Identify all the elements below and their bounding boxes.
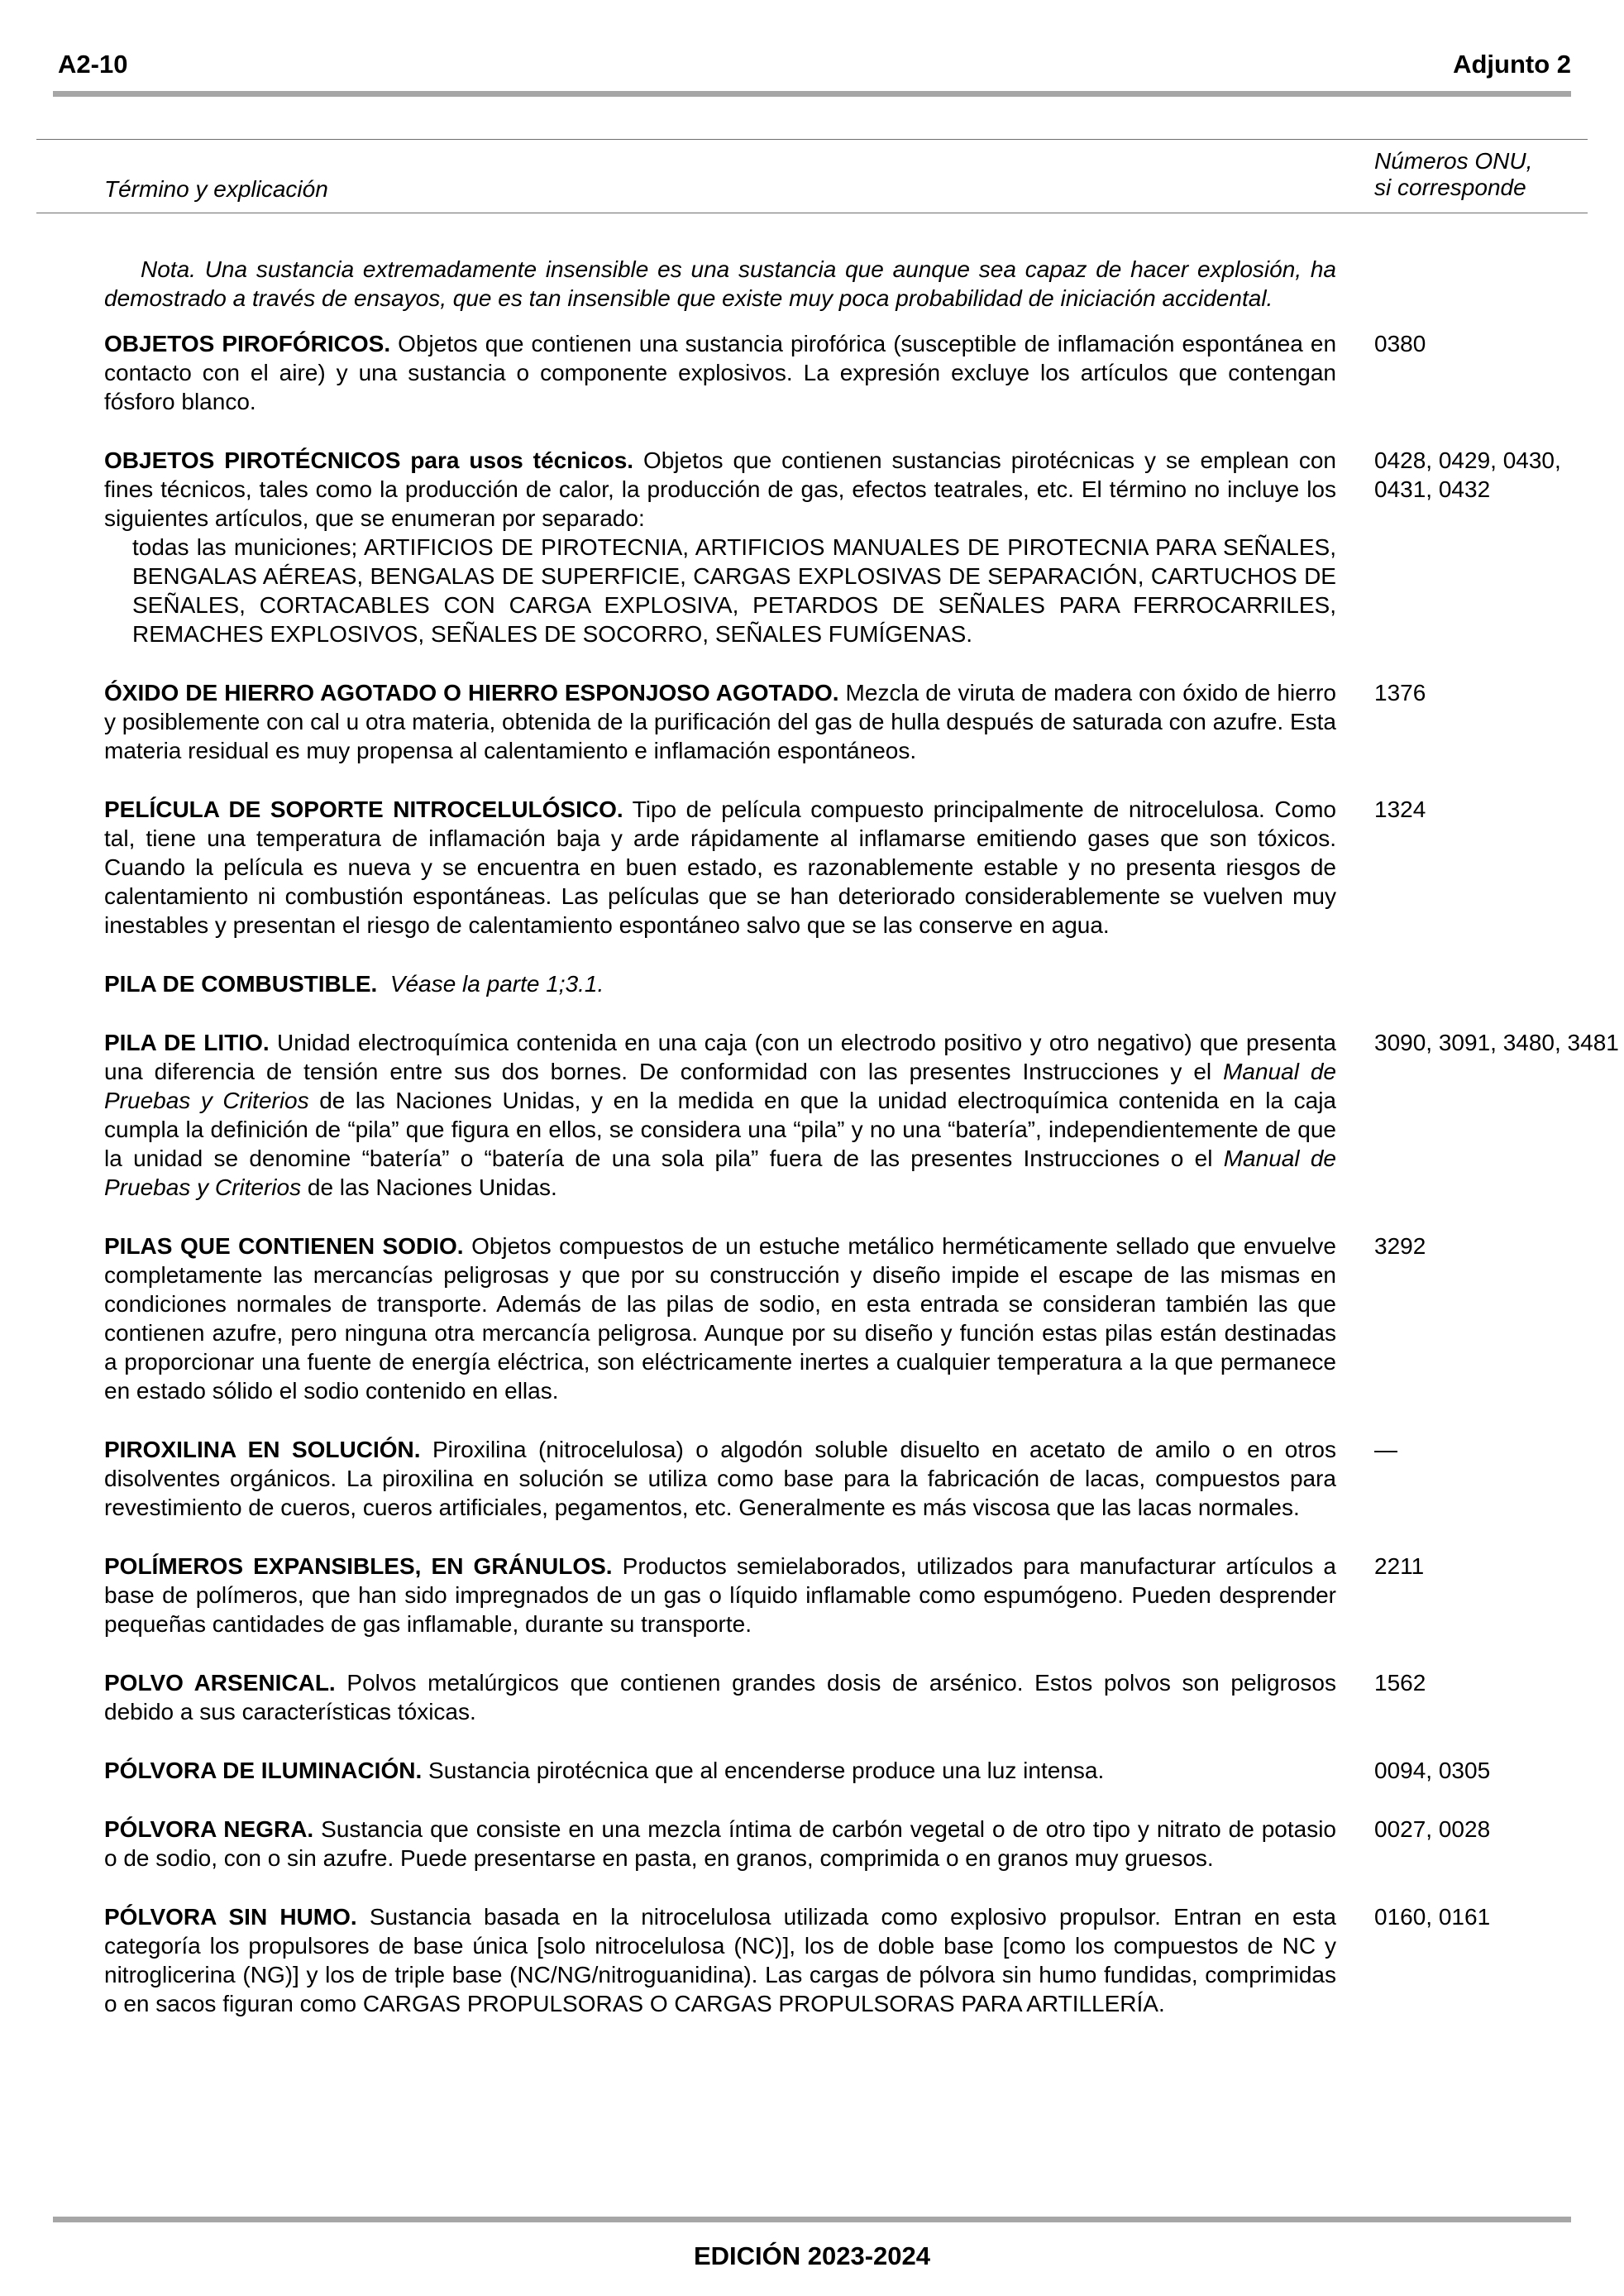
column-term-heading: Término y explicación (104, 176, 328, 202)
entry-term: OBJETOS PIROTÉCNICOS para usos técnicos. (104, 447, 634, 473)
un-numbers: 1376 (1374, 680, 1426, 706)
glossary-entry (104, 1668, 1624, 1726)
un-numbers: 1562 (1374, 1670, 1426, 1696)
entry-term: PIROXILINA EN SOLUCIÓN. (104, 1437, 421, 1462)
un-numbers: 3292 (1374, 1233, 1426, 1259)
entry-explanation: PÓLVORA SIN HUMO. Sustancia basada en la nitrocelulosa utilizada como explosivo propulsor. Entran en esta categoría los propulsores de base única [solo nitrocelulosa (NC)], los de doble base [como los compuestos de NC y nitroglicerina (NG)] y los de triple base (NC/NG/nitroguanidina). Las cargas de pólvora sin humo fundidas, comprimidas o en sacos figuran como CARGAS PROPULSORAS O CARGAS PROPULSORAS PARA ARTILLERÍA. (104, 1904, 1336, 2016)
glossary-entry (104, 795, 1624, 940)
entry-term: OBJETOS PIROFÓRICOS. (104, 331, 391, 356)
entry-explanation: PÓLVORA DE ILUMINACIÓN. Sustancia pirotécnica que al encenderse produce una luz intensa. (104, 1758, 1105, 1783)
glossary-entry (104, 1902, 1624, 2018)
glossary-entries (104, 255, 1624, 2035)
annex-label: Adjunto 2 (1453, 50, 1571, 79)
un-numbers: 0094, 0305 (1374, 1758, 1491, 1783)
column-un-heading: Números ONU, si corresponde (1374, 148, 1533, 200)
entry-explanation: PELÍCULA DE SOPORTE NITROCELULÓSICO. Tipo de película compuesto principalmente de nitrocelulosa. Como tal, tiene una temperatura de inflamación baja y arde rápidamente al inflamarse emitiendo gases que son tóxicos. Cuando la película es nueva y se encuentra en buen estado, es razonablemente estable y no presenta riesgos de calentamiento ni combustión espontáneas. Las películas que se han deteriorado considerablemente se vuelven muy inestables y presentan el riesgo de calentamiento espontáneo salvo que se las conserve en agua. (104, 796, 1337, 938)
manual-reference: Manual de Pruebas y Criterios (104, 1146, 1337, 1200)
entry-term: PELÍCULA DE SOPORTE NITROCELULÓSICO. (104, 796, 623, 822)
glossary-entry (104, 969, 1624, 998)
entry-term: POLVO ARSENICAL. (104, 1670, 336, 1696)
entry-term: PÓLVORA DE ILUMINACIÓN. (104, 1758, 423, 1783)
entry-term: PILAS QUE CONTIENEN SODIO. (104, 1233, 464, 1259)
entry-explanation: OBJETOS PIROTÉCNICOS para usos técnicos. Objetos que contienen sustancias pirotécnicas y se emplean con fines técnicos, tales como la producción de calor, la producción de gas, efectos teatrales, etc. El término no incluye los siguientes artículos, que se enumeran por separado: todas las municiones; ARTIFICIOS DE PIROTECNIA, ARTIFICIOS MANUALES DE PIROTECNIA PARA SEÑALES, BENGALAS AÉREAS, BENGALAS DE SUPERFICIE, CARGAS EXPLOSIVAS DE SEPARACIÓN, CARTUCHOS DE SEÑALES, CORTACABLES CON CARGA EXPLOSIVA, PETARDOS DE SEÑALES PARA FERROCARRILES, REMACHES EXPLOSIVOS, SEÑALES DE SOCORRO, SEÑALES FUMÍGENAS. (104, 447, 1336, 647)
un-numbers: 0027, 0028 (1374, 1816, 1491, 1842)
un-numbers: 3090, 3091, 3480, 3481 (1374, 1030, 1619, 1055)
header-rule (53, 91, 1571, 97)
cross-reference: Véase la parte 1;3.1. (389, 971, 604, 997)
entry-explanation: OBJETOS PIROFÓRICOS. Objetos que contienen una sustancia pirofórica (susceptible de inflamación espontánea en contacto con el aire) y una sustancia o componente explosivos. La expresión excluye los artículos que contengan fósforo blanco. (104, 331, 1337, 414)
glossary-entry (104, 446, 1624, 648)
note-entry (104, 255, 1624, 313)
un-numbers: 0380 (1374, 331, 1426, 356)
edition-footer: EDICIÓN 2023-2024 (693, 2241, 931, 2270)
un-numbers: — (1374, 1437, 1397, 1462)
page-number: A2-10 (58, 50, 128, 79)
entry-explanation (104, 969, 1336, 998)
glossary-entry (104, 329, 1624, 416)
entry-term: PÓLVORA SIN HUMO. (104, 1904, 357, 1930)
entry-term: POLÍMEROS EXPANSIBLES, EN GRÁNULOS. (104, 1553, 613, 1579)
un-numbers: 2211 (1374, 1553, 1425, 1579)
glossary-entry (104, 1028, 1624, 1202)
entry-term: PILA DE LITIO. (104, 1030, 270, 1055)
entry-explanation: POLÍMEROS EXPANSIBLES, EN GRÁNULOS. Productos semielaborados, utilizados para manufacturar artículos a base de polímeros, que han sido impregnados de un gas o líquido inflamable como espumógeno. Pueden desprender pequeñas cantidades de gas inflamable, durante su transporte. (104, 1553, 1336, 1637)
footer-rule (53, 2217, 1571, 2222)
note-text: Nota. Una sustancia extremadamente insensible es una sustancia que aunque sea capaz de hacer explosión, ha demostrado a través de ensayos, que es tan insensible que existe muy poca probabilidad de iniciación accidental. (104, 256, 1336, 311)
entry-explanation: PILA DE LITIO. Unidad electroquímica contenida en una caja (con un electrodo positivo y otro negativo) que presenta una diferencia de tensión entre sus dos bornes. De conformidad con las presentes Instrucciones y el Manual de Pruebas y Criterios de las Naciones Unidas, y en la medida en que la unidad electroquímica contenida en la caja cumpla la definición de “pila” que figura en ellos, se considera una “pila” y no una “batería”, independientemente de que la unidad se denomine “batería” o “batería de una sola pila” fuera de las presentes Instrucciones o el Manual de Pruebas y Criterios de las Naciones Unidas. (104, 1030, 1337, 1200)
entry-term: ÓXIDO DE HIERRO AGOTADO O HIERRO ESPONJOSO AGOTADO. (104, 680, 839, 706)
entry-explanation: PÓLVORA NEGRA. Sustancia que consiste en una mezcla íntima de carbón vegetal o de otro tipo y nitrato de potasio o de sodio, con o sin azufre. Puede presentarse en pasta, en granos, comprimida o en granos muy gruesos. (104, 1816, 1337, 1871)
glossary-entry (104, 1232, 1624, 1405)
entry-explanation: POLVO ARSENICAL. Polvos metalúrgicos que contienen grandes dosis de arsénico. Estos polvos son peligrosos debido a sus características tóxicas. (104, 1670, 1336, 1724)
glossary-entry (104, 1815, 1624, 1873)
entry-explanation: PIROXILINA EN SOLUCIÓN. Piroxilina (nitrocelulosa) o algodón soluble disuelto en acetato de amilo o en otros disolventes orgánicos. La piroxilina en solución se utiliza como base para la fabricación de lacas, compuestos para revestimiento de cueros, cueros artificiales, pegamentos, etc. Generalmente es más viscosa que las lacas normales. (104, 1437, 1336, 1520)
glossary-entry (104, 1552, 1624, 1638)
excluded-items-list: todas las municiones; ARTIFICIOS DE PIROTECNIA, ARTIFICIOS MANUALES DE PIROTECNIA PARA SEÑALES, BENGALAS AÉREAS, BENGALAS DE SUPERFICIE, CARGAS EXPLOSIVAS DE SEPARACIÓN, CARTUCHOS DE SEÑALES, CORTACABLES CON CARGA EXPLOSIVA, PETARDOS DE SEÑALES PARA FERROCARRILES, REMACHES EXPLOSIVOS, SEÑALES DE SOCORRO, SEÑALES FUMÍGENAS. (132, 534, 1336, 647)
glossary-entry (104, 1435, 1624, 1522)
manual-reference: Manual de Pruebas y Criterios (104, 1059, 1336, 1113)
glossary-entry (104, 678, 1624, 765)
un-numbers: 0428, 0429, 0430, 0431, 0432 (1374, 447, 1561, 502)
entry-term: PÓLVORA NEGRA. (104, 1816, 314, 1842)
column-header (36, 139, 1588, 213)
entry-term: PILA DE COMBUSTIBLE. (104, 971, 378, 997)
glossary-entry (104, 1756, 1624, 1785)
un-numbers: 0160, 0161 (1374, 1904, 1491, 1930)
entry-explanation: ÓXIDO DE HIERRO AGOTADO O HIERRO ESPONJOSO AGOTADO. Mezcla de viruta de madera con óxido de hierro y posiblemente con cal u otra materia, obtenida de la purificación del gas de hulla después de saturada con azufre. Esta materia residual es muy propensa al calentamiento e inflamación espontáneos. (104, 680, 1336, 763)
entry-explanation: PILAS QUE CONTIENEN SODIO. Objetos compuestos de un estuche metálico herméticamente sellado que envuelve completamente las mercancías peligrosas y que por su construcción y diseño impide el escape de las mismas en condiciones normales de transporte. Además de las pilas de sodio, en esta entrada se consideran también las que contienen azufre, pero ninguna otra mercancía peligrosa. Aunque por su diseño y función estas pilas están destinadas a proporcionar una fuente de energía eléctrica, son eléctricamente inertes a cualquier temperatura a la que permanece en estado sólido el sodio contenido en ellas. (104, 1233, 1336, 1404)
un-numbers: 1324 (1374, 796, 1426, 822)
